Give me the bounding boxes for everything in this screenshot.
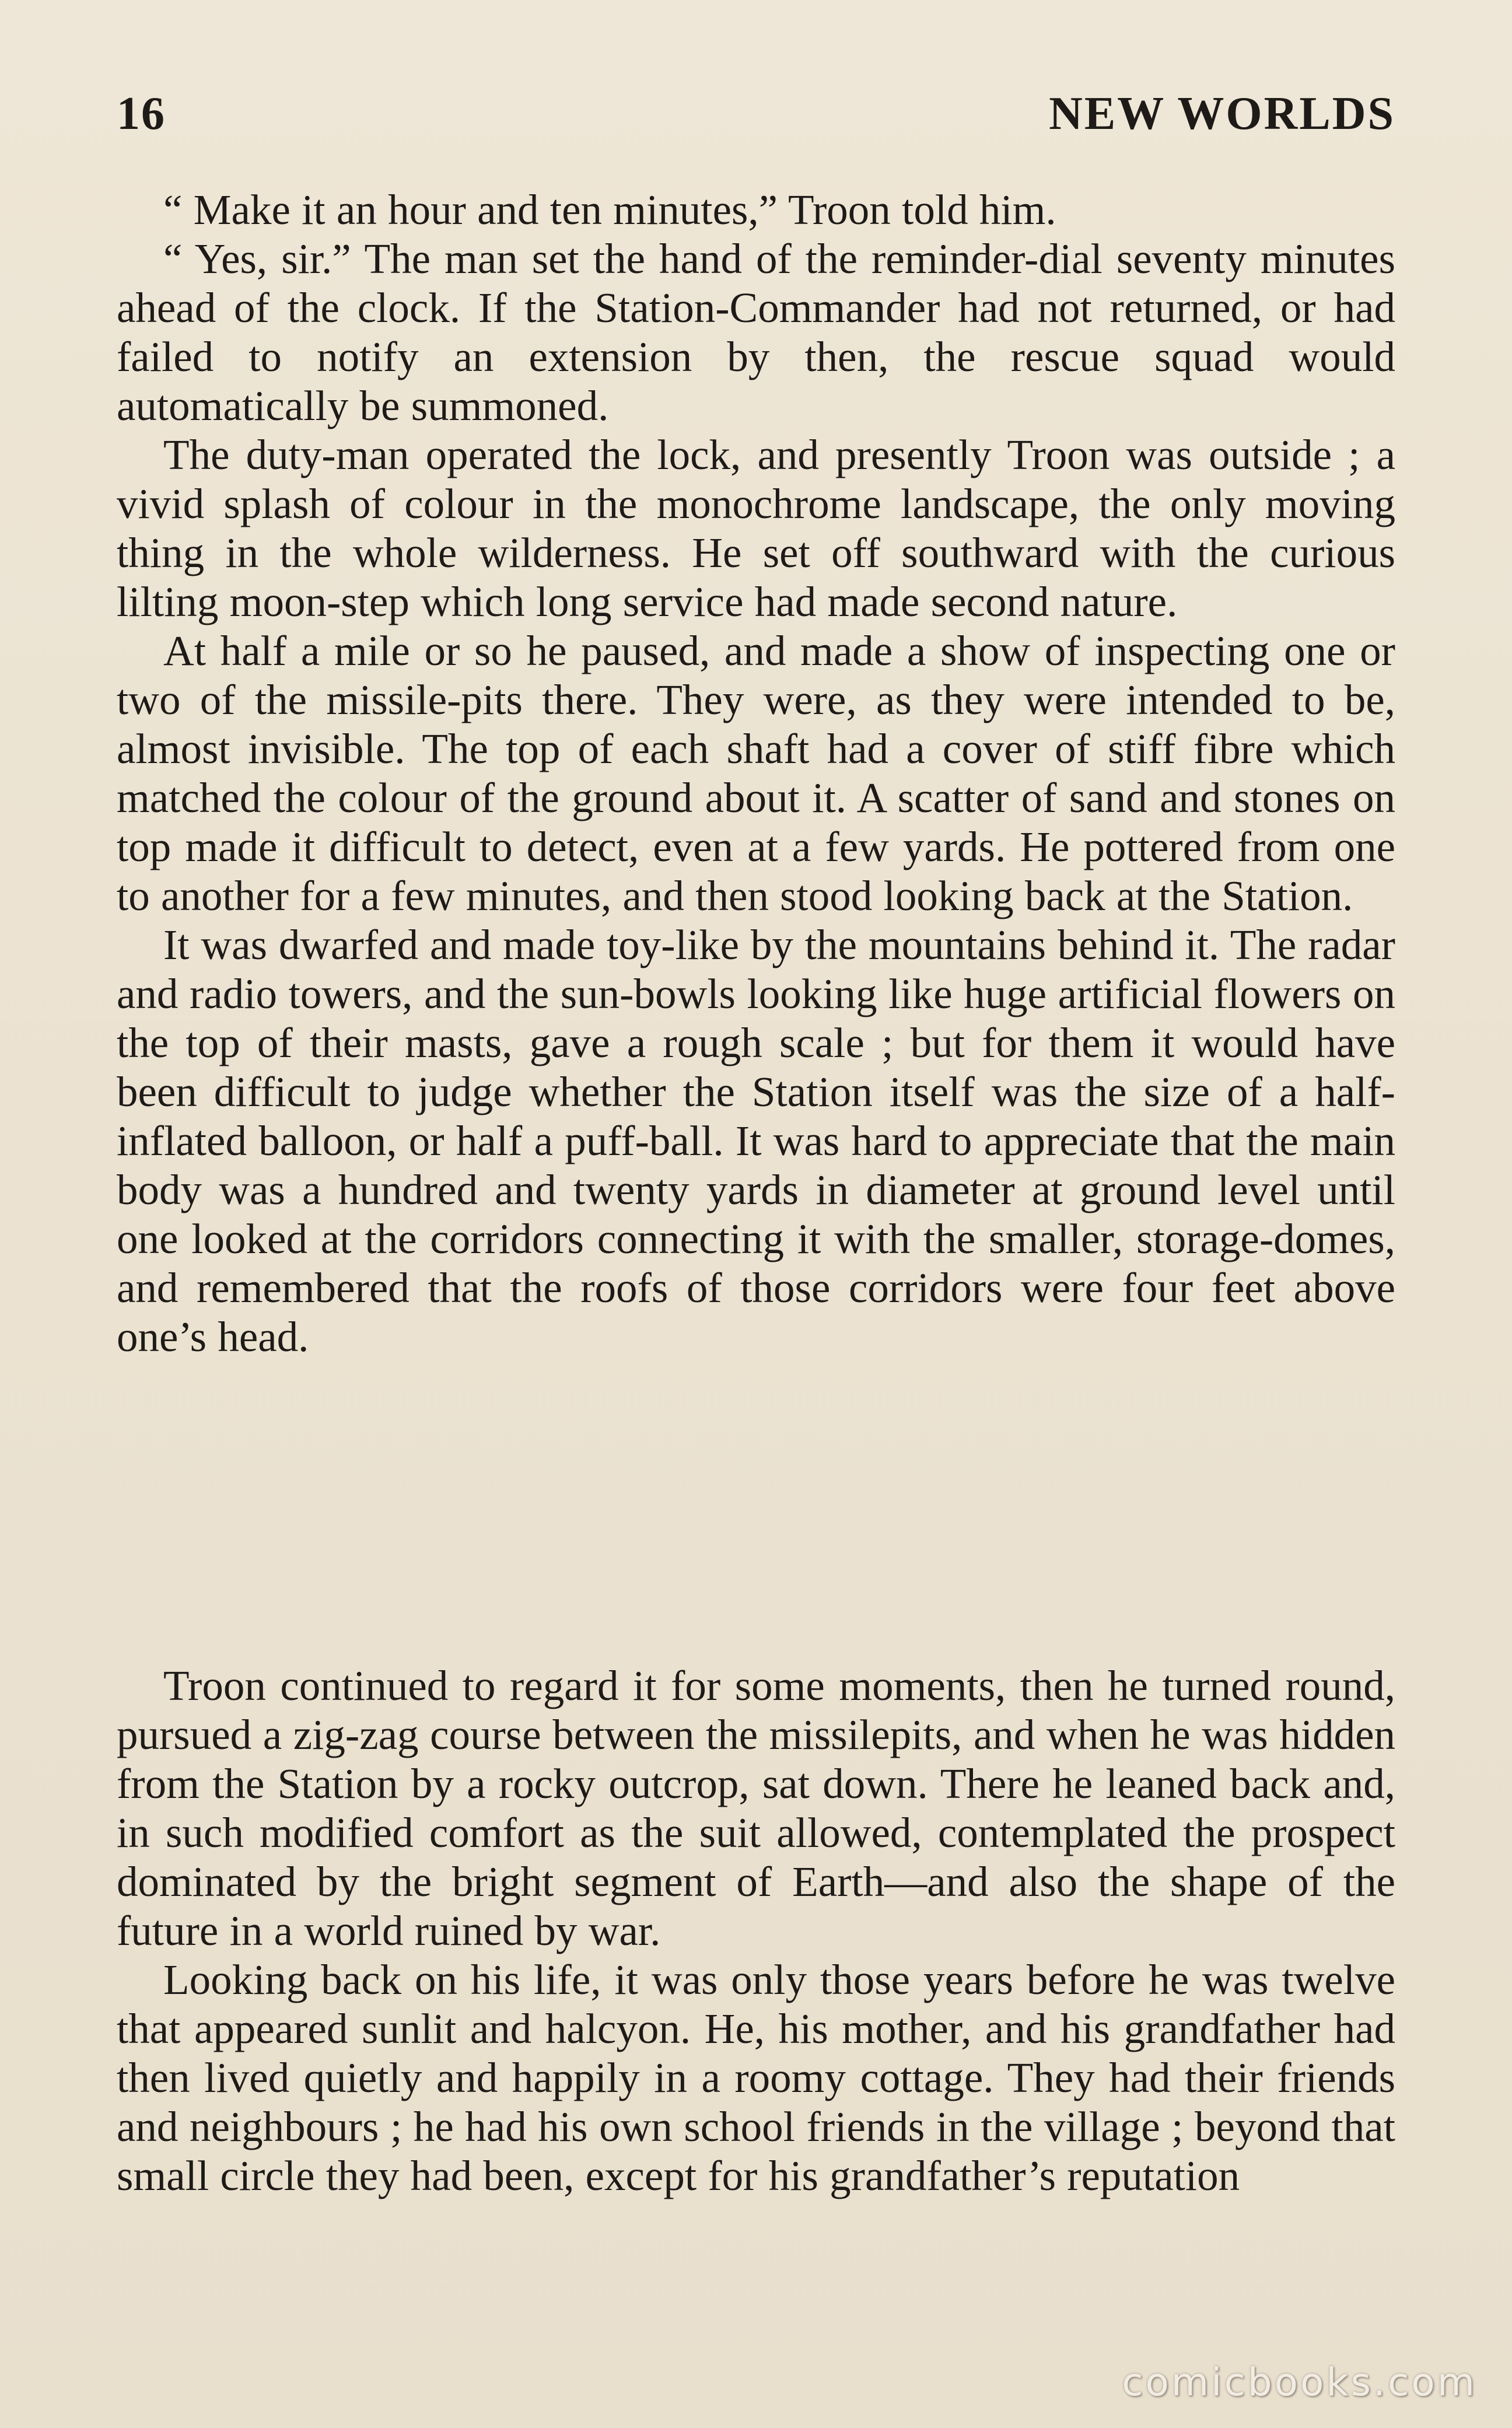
paragraph: Troon continued to regard it for some moments, then he turned round, pursued a zig-zag course between the missilepits, and when he was hidden from the Station by a rocky outcrop, sat down. There he leaned back and, in such modified comfort as the suit allowed, contemplated the prospect dominated by the bright segment of Earth—and also the shape of the future in a world ruined by war. — [117, 1662, 1395, 1954]
page-header — [117, 88, 1395, 152]
body-text-bottom — [117, 1661, 1395, 2200]
body-text-top — [117, 186, 1395, 1362]
paragraph: At half a mile or so he paused, and made a show of inspecting one or two of the missile-pits there. They were, as they were intended to be, almost invisible. The top of each shaft had a cover of stiff fibre which matched the colour of the ground about it. A scatter of sand and stones on top made it difficult to detect, even at a few yards. He pottered from one to another for a few minutes, and then stood looking back at the Station. — [117, 627, 1395, 919]
paragraph: Looking back on his life, it was only those years before he was twelve that appeared sunlit and halcyon. He, his mother, and his grandfather had then lived quietly and happily in a roomy cottage. They had their friends and neighbours ; he had his own school friends in the village ; beyond that small circle they had been, except for his grandfather’s reputation — [117, 1956, 1395, 2199]
running-title: NEW WORLDS — [1049, 88, 1395, 139]
paragraph: The duty-man operated the lock, and presently Troon was outside ; a vivid splash of colour in the monochrome landscape, the only moving thing in the whole wilderness. He set off southward with the curious lilting moon-step which long service had made second nature. — [117, 431, 1395, 625]
paragraph: “ Yes, sir.” The man set the hand of the reminder-dial seventy minutes ahead of the clock. If the Station-Commander had not returned, or had failed to notify an extension by then, the rescue squad would automatically be summoned. — [117, 235, 1395, 429]
page-number: 16 — [117, 88, 166, 139]
watermark: comicbooks.com — [1122, 2360, 1477, 2405]
paragraph: “ Make it an hour and ten minutes,” Troon told him. — [163, 186, 1056, 233]
paragraph: It was dwarfed and made toy-like by the mountains behind it. The radar and radio towers, and the sun-bowls looking like huge artificial flowers on the top of their masts, gave a rough scale ; but for them it would have been difficult to judge whether the Station itself was the size of a half-inflated balloon, or half a puff-ball. It was hard to appreciate that the main body was a hundred and twenty yards in diameter at ground level until one looked at the corridors connecting it with the smaller, storage-domes, and remembered that the roofs of those corridors were four feet above one’s head. — [117, 921, 1395, 1360]
